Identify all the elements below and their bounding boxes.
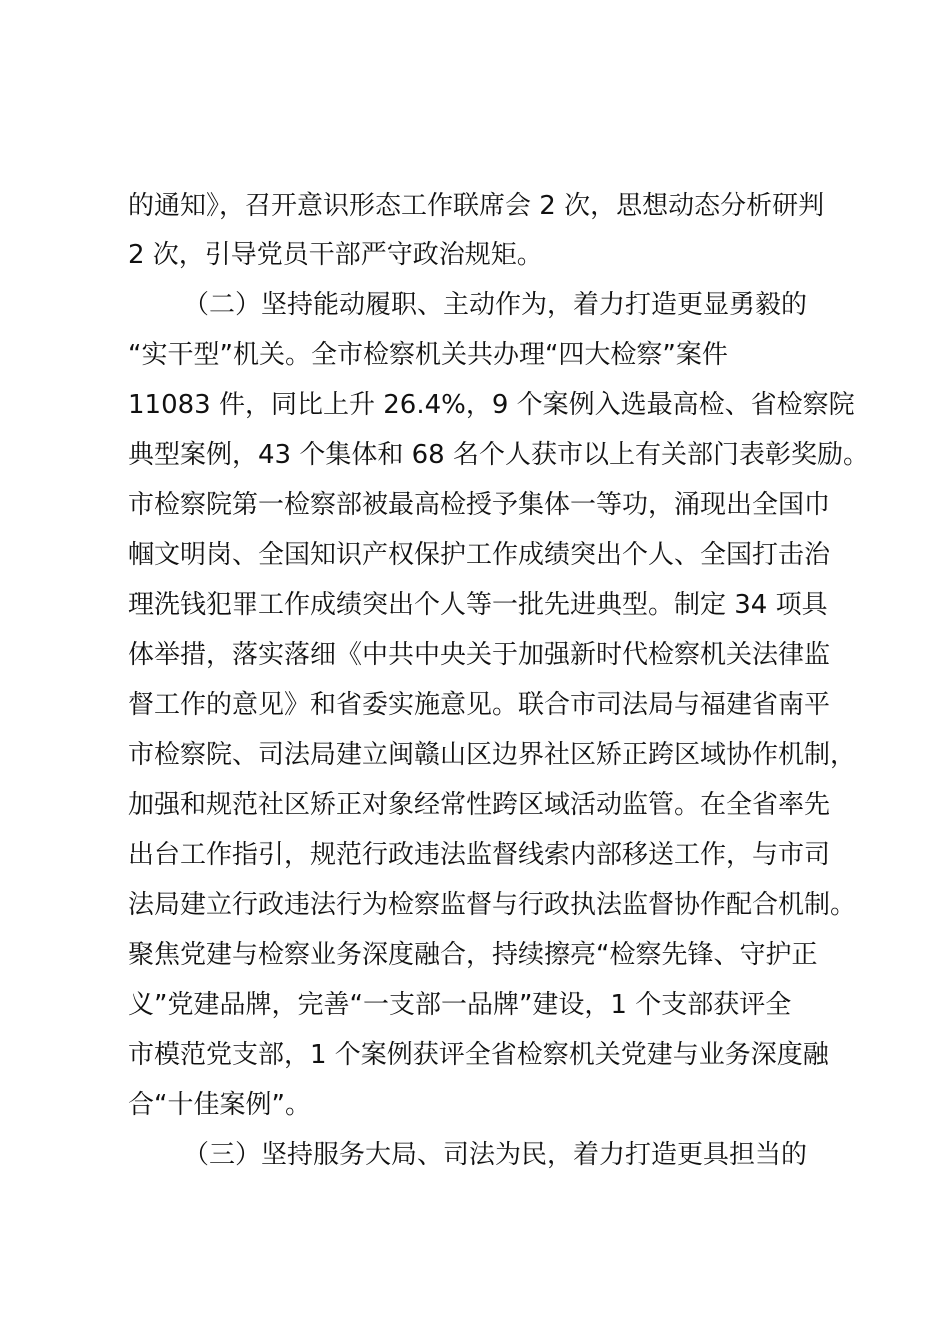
text-line-18: 市模范党支部，1 个案例获评全省检察机关党建与业务深度融 [128,1040,829,1070]
text-line-11: 督工作的意见》和省委实施意见。联合市司法局与福建省南平 [128,690,831,720]
text-line-1: 的通知》，召开意识形态工作联席会 2 次，思想动态分析研判 [128,191,825,221]
text-line-12: 市检察院、司法局建立闽赣山区边界社区矫正跨区域协作机制， [128,740,857,770]
text-line-19: 合“十佳案例”。 [128,1090,311,1120]
text-line-15: 法局建立行政违法行为检察监督与行政执法监督协作配合机制。 [128,890,857,920]
text-line-5: 11083 件，同比上升 26.4%，9 个案例入选最高检、省检察院 [128,390,855,420]
text-line-2: 2 次，引导党员干部严守政治规矩。 [128,240,543,270]
text-line-6: 典型案例，43 个集体和 68 名个人获市以上有关部门表彰奖励。 [128,440,869,470]
text-line-13: 加强和规范社区矫正对象经常性跨区域活动监管。在全省率先 [128,790,831,820]
section-heading-2: （二）坚持能动履职、主动作为，着力打造更显勇毅的 [183,290,808,320]
text-line-14: 出台工作指引，规范行政违法监督线索内部移送工作，与市司 [128,840,831,870]
text-line-9: 理洗钱犯罪工作成绩突出个人等一批先进典型。制定 34 项具 [128,590,828,620]
text-line-17: 义”党建品牌，完善“一支部一品牌”建设，1 个支部获评全 [128,990,792,1020]
section-heading-3: （三）坚持服务大局、司法为民，着力打造更具担当的 [183,1140,808,1170]
text-line-16: 聚焦党建与检察业务深度融合，持续擦亮“检察先锋、守护正 [128,940,818,970]
text-line-10: 体举措，落实落细《中共中央关于加强新时代检察机关法律监 [128,640,831,670]
text-line-7: 市检察院第一检察部被最高检授予集体一等功，涌现出全国巾 [128,490,831,520]
text-line-8: 帼文明岗、全国知识产权保护工作成绩突出个人、全国打击治 [128,540,831,570]
text-line-4: “实干型”机关。全市检察机关共办理“四大检察”案件 [128,340,728,370]
